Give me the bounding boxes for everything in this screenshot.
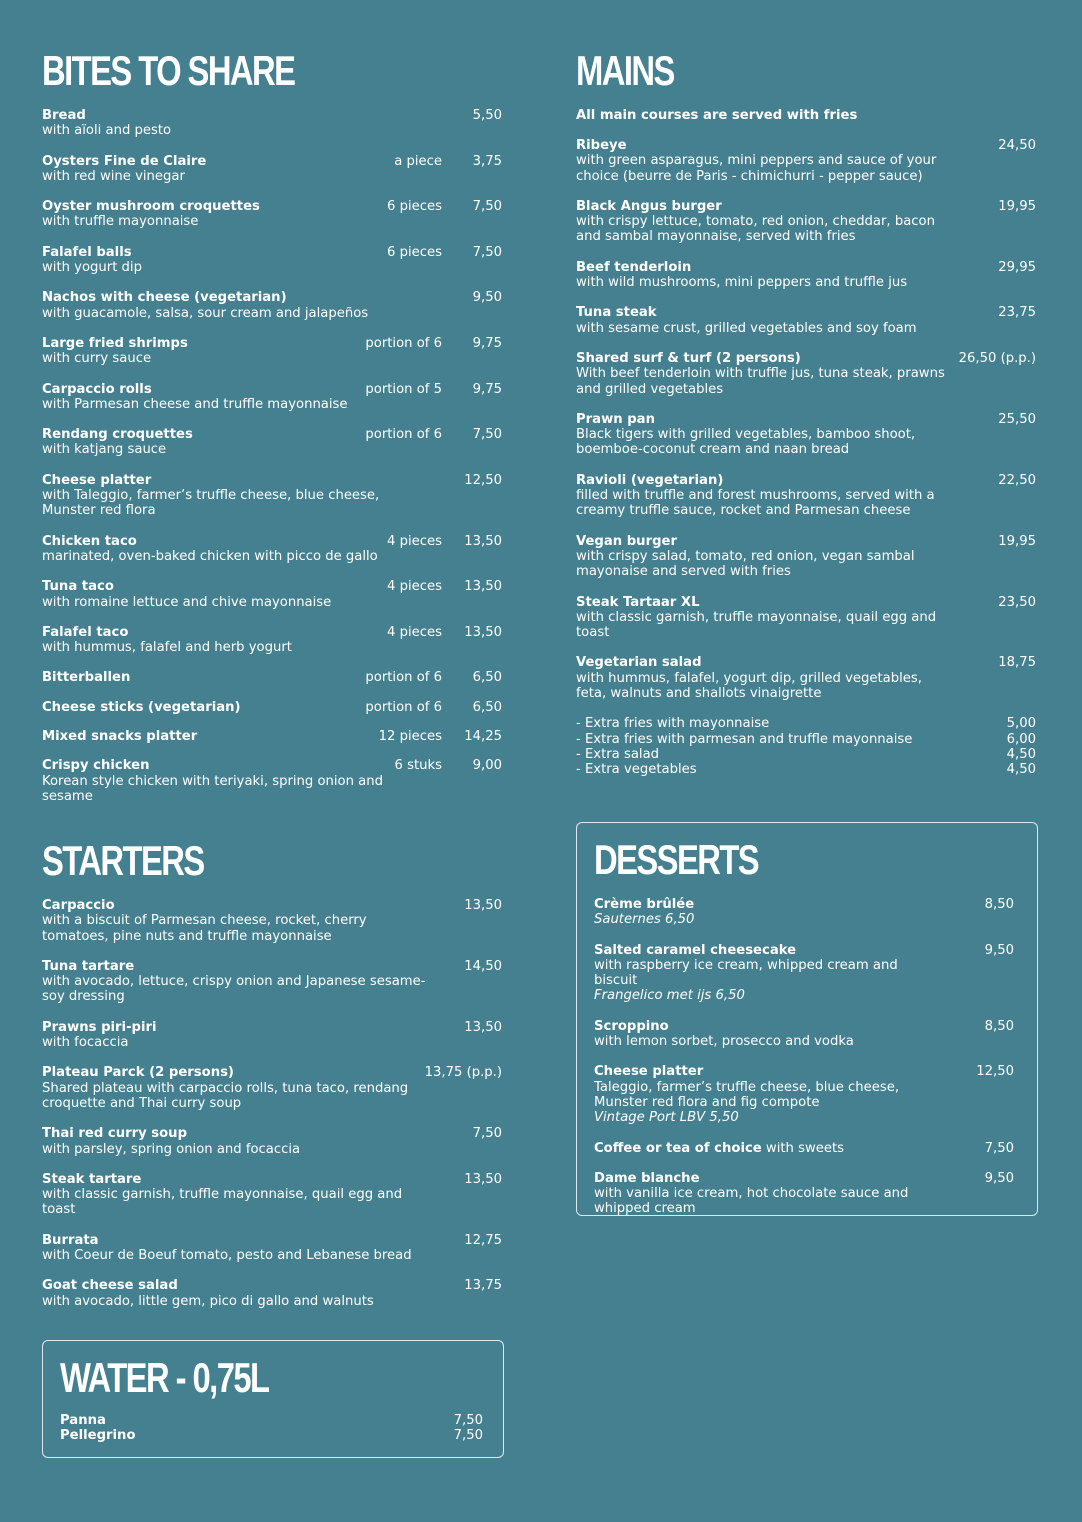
menu-item-pairing: Sauternes 6,50 <box>594 912 695 928</box>
menu-item-price: 7,50 <box>472 1126 502 1142</box>
menu-item-text <box>42 1020 502 1051</box>
menu-item-price: 5,50 <box>472 108 502 123</box>
menu-item-name: Beef tenderloin <box>576 259 692 275</box>
menu-item-price: 3,75 <box>472 153 502 169</box>
menu-item-description: with crispy salad, tomato, red onion, vegan sambal mayonaise and served with fries <box>576 548 915 580</box>
price-row <box>576 732 1036 747</box>
menu-item-description: Black tigers with grilled vegetables, bamboo shoot, boemboe-coconut cream and naan bread <box>576 427 916 458</box>
menu-item-name: Steak tartare <box>42 1171 142 1187</box>
menu-item <box>42 154 502 185</box>
mains-section <box>576 48 1036 778</box>
menu-item-price: 9,75 <box>472 381 502 397</box>
menu-item-price: 9,50 <box>472 290 502 306</box>
price-row-price: 6,00 <box>1006 731 1036 747</box>
menu-item-price: 14,50 <box>464 958 502 974</box>
menu-item-price: 8,50 <box>984 897 1014 912</box>
menu-item <box>42 898 502 944</box>
menu-item-price: 18,75 <box>998 655 1036 671</box>
menu-item-price: 22,50 <box>998 472 1036 488</box>
menu-item-description: with avocado, lettuce, crispy onion and Japanese sesame-soy dressing <box>42 974 426 1005</box>
menu-item-quantity: 4 pieces <box>387 579 442 595</box>
menu-item-description: with Taleggio, farmer’s truffle cheese, blue cheese, Munster red flora <box>42 488 380 519</box>
menu-item-description: with Coeur de Boeuf tomato, pesto and Lebanese bread <box>42 1248 412 1264</box>
menu-item-description: with classic garnish, truffle mayonnaise, quail egg and toast <box>42 1187 403 1218</box>
menu-item-name: Bitterballen <box>42 670 131 686</box>
menu-item-name: Bread <box>42 108 86 123</box>
bites-title: BITES TO SHARE <box>42 47 295 94</box>
menu-item-price: 13,50 <box>464 533 502 549</box>
menu-item-name: Falafel taco <box>42 624 129 640</box>
menu-item <box>594 1019 1014 1050</box>
price-row <box>576 716 1036 731</box>
menu-item-price: 9,75 <box>472 335 502 351</box>
menu-item-quantity: portion of 6 <box>365 670 442 686</box>
menu-item-price: 13,75 <box>464 1278 502 1294</box>
menu-item-price: 6,50 <box>472 699 502 715</box>
menu-item-price: 13,50 <box>464 624 502 640</box>
menu-item-pairing: Vintage Port LBV 5,50 <box>594 1110 739 1126</box>
menu-item <box>42 1065 502 1111</box>
menu-item <box>42 729 502 744</box>
menu-item <box>576 534 1036 580</box>
menu-item <box>42 1020 502 1051</box>
menu-item <box>42 625 502 656</box>
menu-item-name: Falafel balls <box>42 244 132 260</box>
menu-item-text <box>576 412 1036 458</box>
menu-item-description: with classic garnish, truffle mayonnaise, quail egg and toast <box>576 609 937 641</box>
menu-item-price: 6,50 <box>472 670 502 686</box>
menu-item-name: Plateau Parck (2 persons) <box>42 1065 234 1081</box>
menu-item-text <box>42 1233 502 1264</box>
menu-item-description: with guacamole, salsa, sour cream and jalapeños <box>42 305 369 321</box>
menu-item-name: Crispy chicken <box>42 758 150 774</box>
mains-note: All main courses are served with fries <box>576 108 858 123</box>
menu-item-text <box>42 108 502 139</box>
menu-item-text <box>42 959 502 1005</box>
menu-item-name: Goat cheese salad <box>42 1278 178 1294</box>
menu-item-text <box>42 290 502 321</box>
menu-item-quantity: a piece <box>394 153 442 169</box>
menu-item-name: Large fried shrimps <box>42 335 188 351</box>
menu-item-description: with lemon sorbet, prosecco and vodka <box>594 1034 854 1050</box>
water-box <box>42 1340 504 1458</box>
menu-item-price: 8,50 <box>984 1018 1014 1034</box>
starters-list <box>42 898 502 1309</box>
menu-item-name: Tuna taco <box>42 579 114 595</box>
menu-item-description: with wild mushrooms, mini peppers and truffle jus <box>576 275 908 291</box>
menu-item-description: with hummus, falafel, yogurt dip, grilled vegetables, feta, walnuts and shallots vinaigrette <box>576 670 922 702</box>
menu-item-price: 7,50 <box>472 427 502 443</box>
desserts-title: DESSERTS <box>594 836 759 883</box>
menu-item-price: 9,50 <box>984 1170 1014 1186</box>
menu-item-quantity: portion of 6 <box>365 427 442 443</box>
menu-item-text <box>576 534 1036 580</box>
menu-item-text <box>594 1141 1014 1156</box>
menu-item <box>42 427 502 458</box>
menu-item <box>576 260 1036 291</box>
menu-item <box>594 897 1014 928</box>
menu-item <box>42 473 502 519</box>
menu-item-description: With beef tenderloin with truffle jus, tuna steak, prawns and grilled vegetables <box>576 366 945 397</box>
menu-item-description: with yogurt dip <box>42 260 142 276</box>
price-row-name: - Extra fries with parmesan and truffle mayonnaise <box>576 731 913 747</box>
menu-item-description: with green asparagus, mini peppers and sauce of your choice (beurre de Paris - chimichurri - pepper sauce) <box>576 153 937 184</box>
menu-item-text <box>42 1172 502 1218</box>
bites-list <box>42 108 502 804</box>
menu-item-text <box>576 595 1036 641</box>
menu-item <box>42 290 502 321</box>
menu-item-price: 7,50 <box>472 199 502 215</box>
menu-item-price: 9,00 <box>472 758 502 774</box>
menu-item <box>42 758 502 804</box>
menu-item-name: Cheese platter <box>594 1064 704 1080</box>
starters-title: STARTERS <box>42 837 204 884</box>
menu-item-price: 7,50 <box>472 244 502 260</box>
menu-item-text <box>576 473 1036 519</box>
menu-item-name: Chicken taco <box>42 533 137 549</box>
menu-item <box>594 1141 1014 1156</box>
menu-item-quantity: portion of 6 <box>365 335 442 351</box>
menu-item-description: with crispy lettuce, tomato, red onion, cheddar, bacon and sambal mayonnaise, served with fries <box>576 214 935 245</box>
menu-item-text <box>594 1064 1014 1125</box>
desserts-list <box>594 897 1014 1217</box>
menu-item <box>42 579 502 610</box>
menu-item-name: Carpaccio rolls <box>42 381 152 397</box>
menu-item-text <box>576 199 1036 245</box>
menu-item-quantity: portion of 6 <box>365 699 442 715</box>
bites-section <box>42 48 502 819</box>
menu-item-name: Dame blanche <box>594 1170 700 1186</box>
menu-item-description: with avocado, little gem, pico di gallo and walnuts <box>42 1293 374 1309</box>
menu-item-description: Shared plateau with carpaccio rolls, tuna taco, rendang croquette and Thai curry soup <box>42 1080 409 1111</box>
menu-item <box>42 199 502 230</box>
menu-item-name: Shared surf & turf (2 persons) <box>576 350 801 366</box>
menu-item-name: Vegetarian salad <box>576 655 702 671</box>
menu-item-price: 12,75 <box>464 1232 502 1248</box>
price-row <box>576 747 1036 762</box>
menu-item <box>576 138 1036 184</box>
menu-item-price: 7,50 <box>984 1140 1014 1156</box>
menu-item-quantity: 4 pieces <box>387 624 442 640</box>
menu-item <box>576 351 1036 397</box>
menu-item-name: Tuna tartare <box>42 958 135 974</box>
menu-item-text <box>576 138 1036 184</box>
menu-item-name: Prawn pan <box>576 411 655 427</box>
menu-item <box>42 1172 502 1218</box>
menu-item <box>576 305 1036 336</box>
price-row-price: 7,50 <box>453 1413 483 1428</box>
price-row-name: Pellegrino <box>60 1428 136 1444</box>
menu-item-description: with romaine lettuce and chive mayonnaise <box>42 594 332 610</box>
menu-item <box>576 595 1036 641</box>
menu-item-text <box>594 1171 1014 1217</box>
menu-item-price: 12,50 <box>976 1064 1014 1080</box>
menu-item-text <box>42 1278 502 1309</box>
menu-item <box>42 700 502 715</box>
menu-item <box>42 382 502 413</box>
price-row-price: 5,00 <box>1006 716 1036 732</box>
price-row-name: - Extra vegetables <box>576 762 697 778</box>
price-row-price: 7,50 <box>453 1428 483 1444</box>
menu-item-price: 13,50 <box>464 1171 502 1187</box>
price-row <box>576 762 1036 777</box>
menu-item-name: Rendang croquettes <box>42 427 193 443</box>
menu-item-quantity: 6 stuks <box>394 758 442 774</box>
menu-item-name: Oyster mushroom croquettes <box>42 199 260 215</box>
menu-item <box>42 534 502 565</box>
menu-item-price: 19,95 <box>998 533 1036 549</box>
menu-item-text <box>576 655 1036 701</box>
menu-item-name: Carpaccio <box>42 898 115 913</box>
menu-item-description: with red wine vinegar <box>42 168 185 184</box>
menu-item-price: 19,95 <box>998 198 1036 214</box>
menu-item <box>576 412 1036 458</box>
menu-item-quantity: 6 pieces <box>387 199 442 215</box>
menu-item-name: Salted caramel cheesecake <box>594 942 797 958</box>
menu-item-name: Oysters Fine de Claire <box>42 153 207 169</box>
menu-item-name: Mixed snacks platter <box>42 729 198 745</box>
menu-item-description: with truffle mayonnaise <box>42 214 199 230</box>
water-title: WATER - 0,75L <box>60 1354 269 1401</box>
menu-item <box>576 199 1036 245</box>
menu-item-description: Korean style chicken with teriyaki, spring onion and sesame <box>42 773 383 804</box>
menu-item-name: Black Angus burger <box>576 198 722 214</box>
menu-item-quantity: 4 pieces <box>387 533 442 549</box>
price-row-price: 4,50 <box>1006 762 1036 778</box>
menu-item-price: 13,50 <box>464 579 502 595</box>
menu-item-description: Taleggio, farmer’s truffle cheese, blue cheese, Munster red flora and fig compote <box>594 1079 900 1110</box>
menu-item-name: Cheese platter <box>42 472 152 488</box>
menu-item-name: Tuna steak <box>576 305 657 321</box>
menu-item-price: 9,50 <box>984 942 1014 958</box>
menu-item-description: with a biscuit of Parmesan cheese, rocket, cherry tomatoes, pine nuts and truffle mayonnaise <box>42 913 367 944</box>
mains-extras <box>576 716 1036 777</box>
menu-item-description: with curry sauce <box>42 351 152 367</box>
menu-item-quantity: 6 pieces <box>387 244 442 260</box>
menu-item-name: Crème brûlée <box>594 897 695 912</box>
menu-item-text <box>42 898 502 944</box>
menu-item-price: 23,50 <box>998 594 1036 610</box>
menu-item <box>42 336 502 367</box>
price-row <box>60 1428 483 1443</box>
price-row-name: Panna <box>60 1413 106 1428</box>
mains-title: MAINS <box>576 47 674 94</box>
mains-list <box>576 138 1036 701</box>
menu-item-price: 29,95 <box>998 259 1036 275</box>
menu-item-price: 13,75 (p.p.) <box>424 1065 502 1081</box>
menu-item <box>576 473 1036 519</box>
menu-item-price: 14,25 <box>464 729 502 745</box>
menu-item <box>42 1233 502 1264</box>
menu-item <box>42 245 502 276</box>
menu-item <box>594 1171 1014 1217</box>
menu-item-description: filled with truffle and forest mushrooms, served with a creamy truffle sauce, rocket and Parmesan cheese <box>576 488 935 519</box>
menu-item-text <box>42 473 502 519</box>
menu-item-description: with Parmesan cheese and truffle mayonnaise <box>42 396 348 412</box>
menu-item-name: Ravioli (vegetarian) <box>576 472 724 488</box>
menu-item <box>42 670 502 685</box>
menu-item-text <box>594 943 1014 1004</box>
menu-item-text <box>576 260 1036 291</box>
menu-item <box>576 655 1036 701</box>
menu-item <box>594 943 1014 1004</box>
menu-item-name: Burrata <box>42 1232 99 1248</box>
menu-item-name: Coffee or tea of choice <box>594 1140 762 1156</box>
menu-item-name: Nachos with cheese (vegetarian) <box>42 290 287 306</box>
menu-item-quantity: 12 pieces <box>378 729 442 745</box>
menu-item-price: 13,50 <box>464 1019 502 1035</box>
menu-item-price: 24,50 <box>998 138 1036 153</box>
menu-item-description: with parsley, spring onion and focaccia <box>42 1141 301 1157</box>
menu-item-description: with focaccia <box>42 1035 129 1051</box>
price-row <box>60 1413 483 1428</box>
menu-item <box>42 1126 502 1157</box>
menu-item-text <box>42 1126 502 1157</box>
menu-item-pairing: Frangelico met ijs 6,50 <box>594 988 745 1004</box>
menu-item-description: with sesame crust, grilled vegetables and soy foam <box>576 320 917 336</box>
menu-item <box>42 959 502 1005</box>
menu-item-quantity: portion of 5 <box>365 381 442 397</box>
water-list <box>60 1413 483 1444</box>
price-row-name: - Extra fries with mayonnaise <box>576 716 770 732</box>
menu-item-name: Thai red curry soup <box>42 1126 188 1142</box>
menu-item-price: 25,50 <box>998 411 1036 427</box>
menu-item-name: Ribeye <box>576 138 627 153</box>
price-row-price: 4,50 <box>1006 746 1036 762</box>
menu-item-name: Scroppino <box>594 1018 669 1034</box>
menu-item-description: with katjang sauce <box>42 442 167 458</box>
menu-item-suffix: with sweets <box>761 1140 845 1156</box>
menu-item-description: with raspberry ice cream, whipped cream and biscuit <box>594 957 898 989</box>
menu-item <box>42 1278 502 1309</box>
menu-item-description: with aïoli and pesto <box>42 123 172 139</box>
menu-item-price: 23,75 <box>998 305 1036 321</box>
menu-item-price: 26,50 (p.p.) <box>958 350 1036 366</box>
menu-item-description: marinated, oven-baked chicken with picco de gallo <box>42 548 378 564</box>
starters-section <box>42 838 502 1324</box>
menu-item <box>42 108 502 139</box>
menu-item-name: Prawns piri-piri <box>42 1019 157 1035</box>
menu-item-name: Vegan burger <box>576 533 677 549</box>
menu-item-name: Steak Tartaar XL <box>576 594 700 610</box>
menu-item-description: with vanilla ice cream, hot chocolate sauce and whipped cream <box>594 1186 909 1217</box>
menu-item-description: with hummus, falafel and herb yogurt <box>42 640 292 656</box>
menu-item-name: Cheese sticks (vegetarian) <box>42 699 241 715</box>
menu-item-price: 13,50 <box>464 898 502 913</box>
menu-item-text <box>594 897 1014 928</box>
menu-item <box>594 1064 1014 1125</box>
menu-item-text <box>576 305 1036 336</box>
menu-item-text <box>594 1019 1014 1050</box>
desserts-box <box>576 822 1038 1216</box>
price-row-name: - Extra salad <box>576 746 660 762</box>
menu-item-price: 12,50 <box>464 472 502 488</box>
